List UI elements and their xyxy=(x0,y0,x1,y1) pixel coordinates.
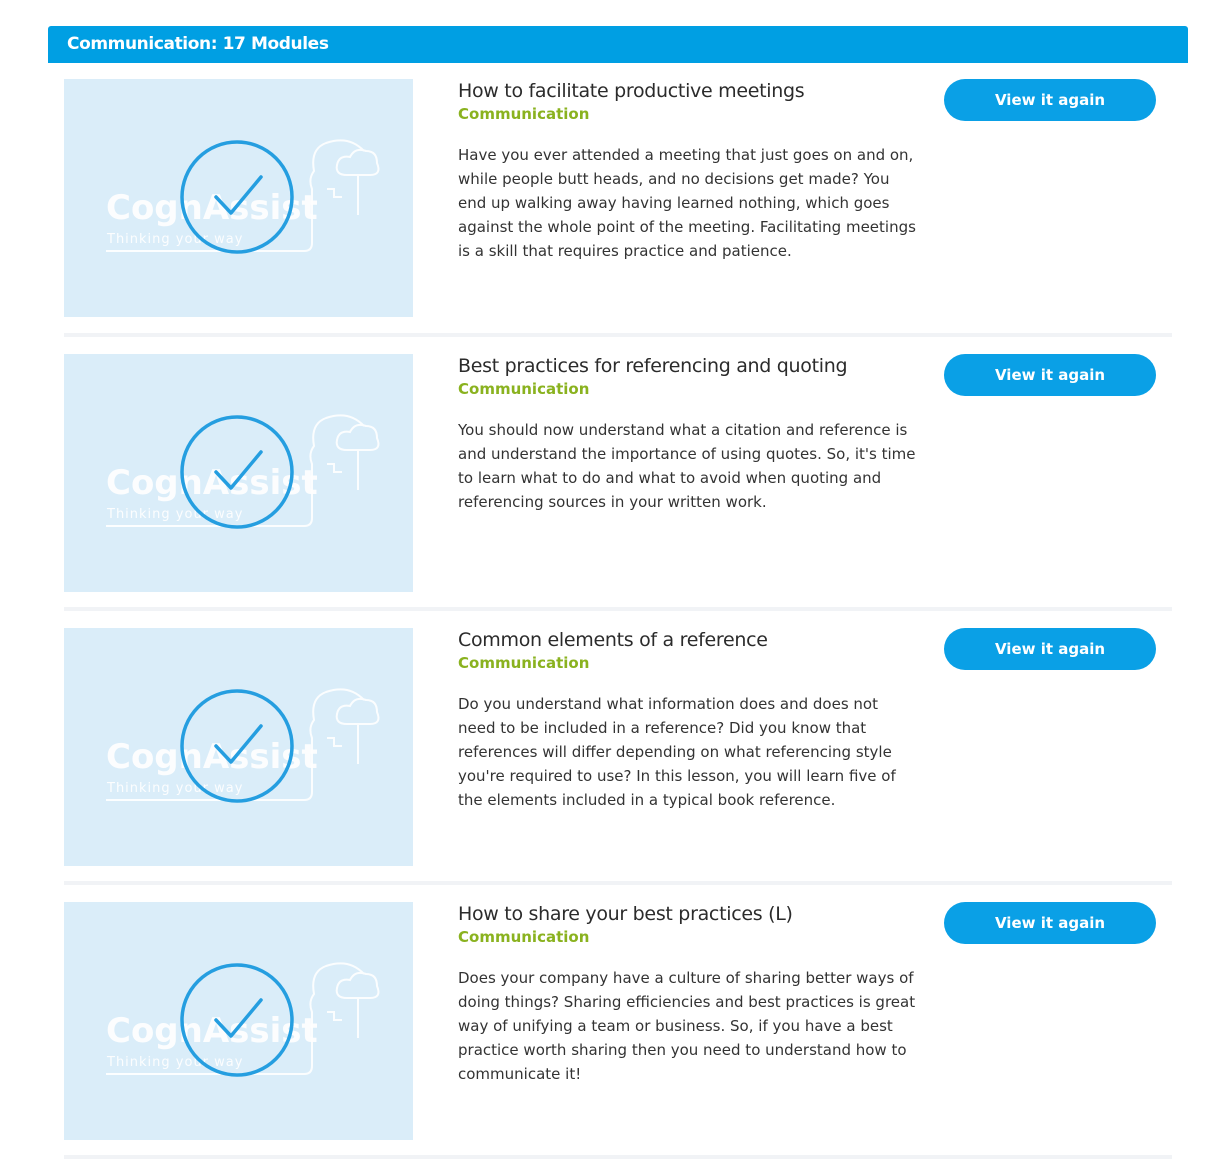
module-description: You should now understand what a citation and reference is and understand the importance of using quotes. So, it's time to learn what to do and what to avoid when quoting and referencing sources in your written work. xyxy=(458,421,916,511)
view-it-again-button[interactable]: View it again xyxy=(944,902,1156,944)
module-card xyxy=(64,79,1172,317)
module-card xyxy=(64,902,1172,1140)
module-title[interactable]: Best practices for referencing and quoting xyxy=(458,355,848,377)
logo-tagline: Thinking your way xyxy=(107,507,244,522)
module-card xyxy=(64,354,1172,592)
logo-brand: CognAssist xyxy=(106,188,318,228)
divider xyxy=(64,333,1172,337)
module-thumbnail[interactable] xyxy=(64,628,413,866)
logo-brand: CognAssist xyxy=(106,737,318,777)
module-description: Have you ever attended a meeting that just goes on and on, while people butt heads, and no decisions get made? You end up walking away having learned nothing, which goes against the whole point of the meeting. Facilitating meetings is a skill that requires practice and patience. xyxy=(458,146,916,260)
view-it-again-button[interactable]: View it again xyxy=(944,354,1156,396)
logo-brand: CognAssist xyxy=(106,1011,318,1051)
section-title: Communication: 17 Modules xyxy=(67,34,329,54)
section-header xyxy=(48,26,1188,63)
module-thumbnail[interactable] xyxy=(64,902,413,1140)
module-category: Communication xyxy=(458,105,590,123)
module-description: Do you understand what information does and does not need to be included in a reference? Did you know that references will differ depending on what referencing style you're required to use? In this lesson, you will learn five of the elements included in a typical book reference. xyxy=(458,695,896,809)
module-category: Communication xyxy=(458,380,590,398)
logo-tagline: Thinking your way xyxy=(107,1055,244,1070)
divider xyxy=(64,1155,1172,1159)
module-thumbnail[interactable] xyxy=(64,354,413,592)
logo-tagline: Thinking your way xyxy=(107,232,244,247)
module-category: Communication xyxy=(458,654,590,672)
module-thumbnail[interactable] xyxy=(64,79,413,317)
divider xyxy=(64,881,1172,885)
module-title[interactable]: Common elements of a reference xyxy=(458,629,768,651)
logo-tagline: Thinking your way xyxy=(107,781,244,796)
logo-brand: CognAssist xyxy=(106,463,318,503)
view-it-again-button[interactable]: View it again xyxy=(944,628,1156,670)
module-description: Does your company have a culture of sharing better ways of doing things? Sharing efficiencies and best practices is great way of unifying a team or business. So, if you have a best practice worth sharing then you need to understand how to communicate it! xyxy=(458,969,916,1083)
module-title[interactable]: How to share your best practices (L) xyxy=(458,903,793,925)
module-title[interactable]: How to facilitate productive meetings xyxy=(458,80,805,102)
view-it-again-button[interactable]: View it again xyxy=(944,79,1156,121)
divider xyxy=(64,607,1172,611)
module-category: Communication xyxy=(458,928,590,946)
module-card xyxy=(64,628,1172,866)
